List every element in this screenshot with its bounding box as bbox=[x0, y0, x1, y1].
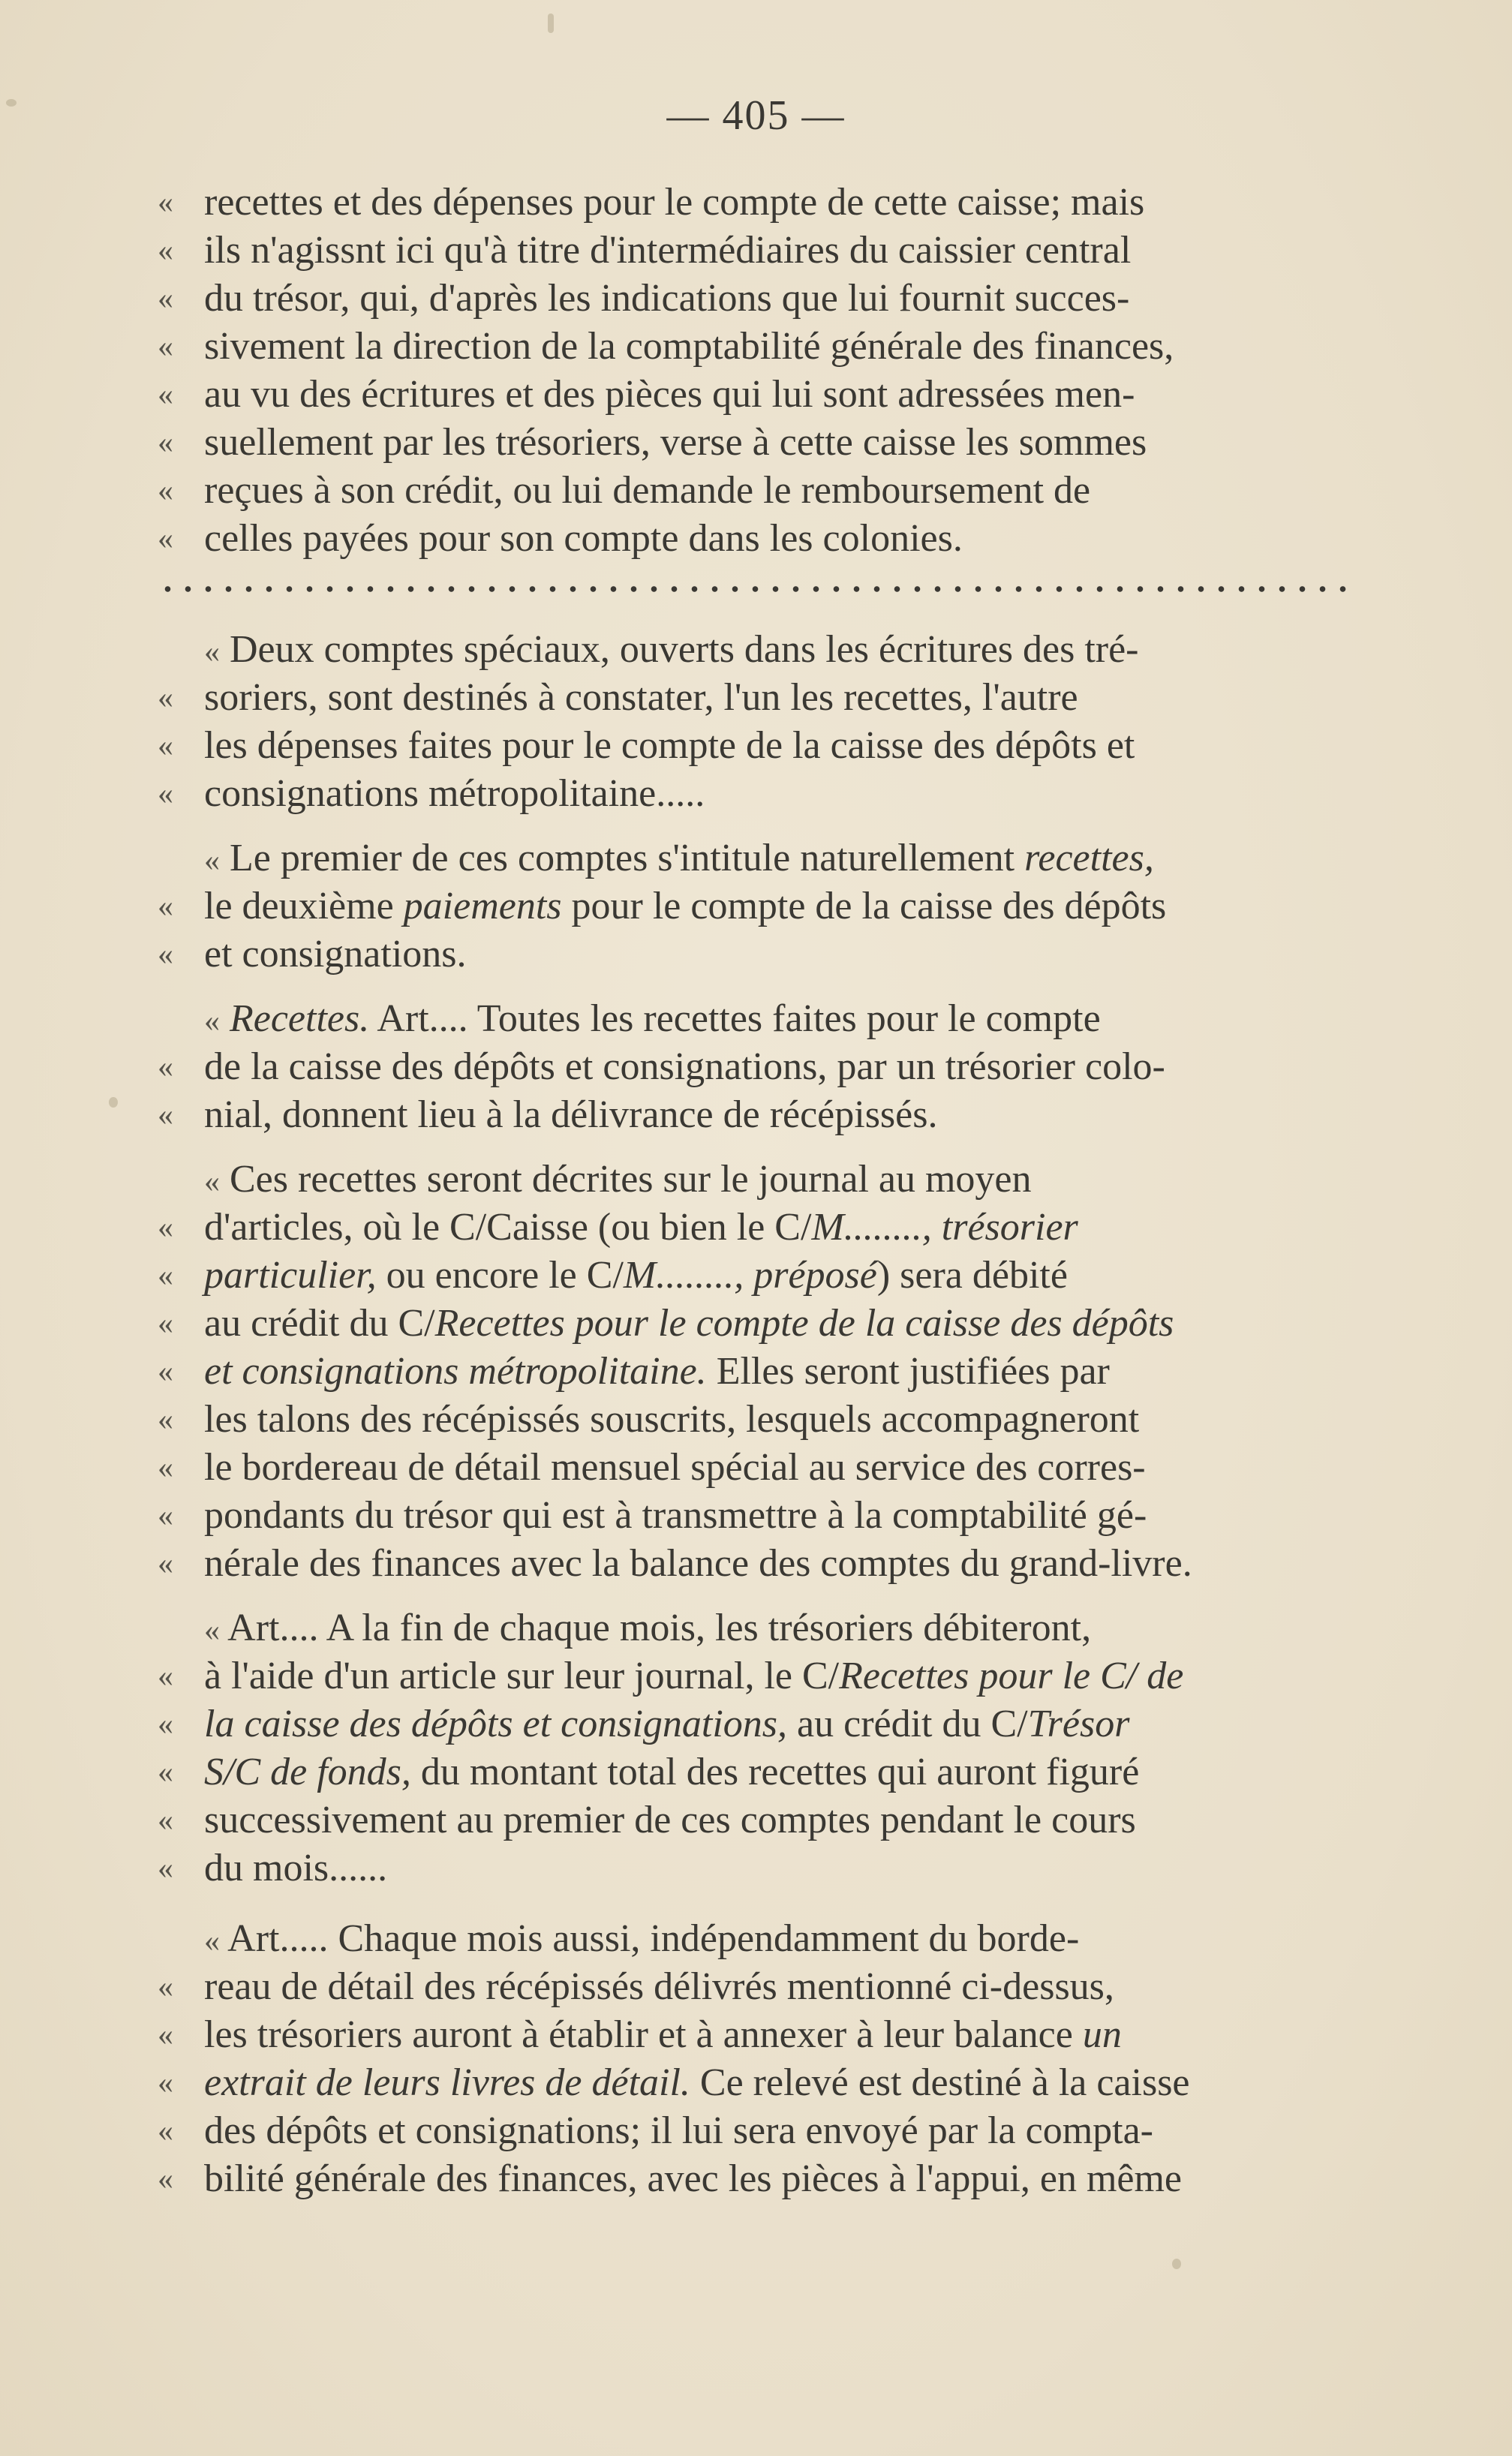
quote-mark: « bbox=[158, 1851, 173, 1886]
text-line: « les dépenses faites pour le compte de la caisse des dépôts et bbox=[158, 722, 1358, 770]
text-line: « ils n'agissnt ici qu'à titre d'intermédiaires du caissier central bbox=[158, 227, 1358, 275]
text-line: « suellement par les trésoriers, verse à cette caisse les sommes bbox=[158, 419, 1358, 467]
text-line: « les trésoriers auront à établir et à annexer à leur balance un bbox=[158, 2011, 1358, 2059]
quote-mark: « bbox=[158, 1306, 173, 1341]
quote-mark: « bbox=[158, 329, 173, 364]
text-line: « d'articles, où le C/Caisse (ou bien le C/M........, trésorier bbox=[158, 1204, 1358, 1252]
quote-mark: « bbox=[158, 889, 173, 924]
quote-mark: « bbox=[158, 233, 173, 268]
quote-mark: « bbox=[158, 522, 173, 556]
quote-mark: « bbox=[158, 1450, 173, 1485]
quote-mark: « bbox=[158, 1547, 173, 1581]
text-line: « et consignations. bbox=[158, 930, 1358, 978]
quote-mark: « bbox=[158, 377, 173, 412]
quote-mark: « bbox=[158, 2066, 173, 2100]
quote-mark: « bbox=[158, 473, 173, 508]
text-line: « soriers, sont destinés à constater, l'un les recettes, l'autre bbox=[158, 674, 1358, 722]
quote-mark: « bbox=[204, 1924, 220, 1958]
quote-mark: « bbox=[158, 1258, 173, 1293]
quote-mark: « bbox=[158, 1659, 173, 1694]
quote-mark: « bbox=[158, 681, 173, 715]
quote-mark: « bbox=[158, 1210, 173, 1245]
quote-mark: « bbox=[158, 1970, 173, 2004]
quote-mark: « bbox=[158, 2114, 173, 2148]
text-line: « le bordereau de détail mensuel spécial au service des corres- bbox=[158, 1444, 1358, 1492]
text-line: « S/C de fonds, du montant total des recettes qui auront figuré bbox=[158, 1748, 1358, 1796]
quote-mark: « bbox=[158, 937, 173, 972]
text-line: « de la caisse des dépôts et consignations, par un trésorier colo- bbox=[158, 1043, 1358, 1091]
text-line: « pondants du trésor qui est à transmettre à la comptabilité gé- bbox=[158, 1492, 1358, 1540]
text-line: « Recettes. Art.... Toutes les recettes faites pour le compte bbox=[204, 997, 1101, 1040]
page-number: — 405 — bbox=[666, 92, 846, 139]
text-line: « les talons des récépissés souscrits, lesquels accompagneront bbox=[158, 1396, 1358, 1444]
text-line: « celles payées pour son compte dans les colonies. bbox=[158, 515, 1358, 563]
text-line: « nérale des finances avec la balance des comptes du grand-livre. bbox=[158, 1540, 1358, 1588]
quote-mark: « bbox=[158, 1803, 173, 1838]
text-line: « particulier, ou encore le C/M........, préposé) sera débité bbox=[158, 1252, 1358, 1300]
text-line: « Le premier de ces comptes s'intitule naturellement recettes, bbox=[204, 837, 1154, 879]
quote-mark: « bbox=[158, 1707, 173, 1742]
quote-mark: « bbox=[158, 729, 173, 763]
text-line: « extrait de leurs livres de détail. Ce relevé est destiné à la caisse bbox=[158, 2059, 1358, 2107]
text-line: « successivement au premier de ces comptes pendant le cours bbox=[158, 1796, 1358, 1844]
text-line: « Art.... A la fin de chaque mois, les trésoriers débiteront, bbox=[204, 1607, 1092, 1649]
quote-mark: « bbox=[158, 185, 173, 220]
quote-mark: « bbox=[204, 1004, 220, 1039]
quote-mark: « bbox=[204, 1613, 220, 1648]
quote-mark: « bbox=[158, 425, 173, 460]
text-line: « reçues à son crédit, ou lui demande le remboursement de bbox=[158, 467, 1358, 515]
text-line: « et consignations métropolitaine. Elles seront justifiées par bbox=[158, 1348, 1358, 1396]
text-line: « Art..... Chaque mois aussi, indépendamment du borde- bbox=[204, 1917, 1080, 1960]
quote-mark: « bbox=[158, 281, 173, 316]
quote-mark: « bbox=[158, 1050, 173, 1084]
text-line: « le deuxième paiements pour le compte de la caisse des dépôts bbox=[158, 882, 1358, 930]
ellipsis-separator bbox=[158, 582, 1358, 597]
text-line: « nial, donnent lieu à la délivrance de récépissés. bbox=[158, 1091, 1358, 1139]
quote-mark: « bbox=[158, 1755, 173, 1790]
text-line: « au vu des écritures et des pièces qui lui sont adressées men- bbox=[158, 371, 1358, 419]
text-line: « du mois...... bbox=[158, 1844, 1358, 1892]
text-line: « du trésor, qui, d'après les indications que lui fournit succes- bbox=[158, 275, 1358, 323]
text-line: « à l'aide d'un article sur leur journal, le C/Recettes pour le C/ de bbox=[158, 1652, 1358, 1700]
quote-mark: « bbox=[158, 1402, 173, 1437]
quote-mark: « bbox=[158, 1499, 173, 1533]
text-line: « des dépôts et consignations; il lui sera envoyé par la compta- bbox=[158, 2107, 1358, 2155]
quote-mark: « bbox=[158, 1354, 173, 1389]
text-line: « sivement la direction de la comptabilité générale des finances, bbox=[158, 323, 1358, 371]
paper-spot bbox=[109, 1097, 118, 1108]
text-line: « Ces recettes seront décrites sur le journal au moyen bbox=[204, 1158, 1032, 1201]
quote-mark: « bbox=[204, 843, 220, 878]
paper-spot bbox=[6, 99, 17, 107]
quote-mark: « bbox=[158, 2162, 173, 2196]
quote-mark: « bbox=[204, 1165, 220, 1199]
text-line: « Deux comptes spéciaux, ouverts dans les écritures des tré- bbox=[204, 628, 1139, 671]
quote-mark: « bbox=[204, 635, 220, 669]
text-line: « recettes et des dépenses pour le compte de cette caisse; mais bbox=[158, 179, 1358, 227]
text-line: « au crédit du C/Recettes pour le compte de la caisse des dépôts bbox=[158, 1300, 1358, 1348]
text-line: « la caisse des dépôts et consignations, au crédit du C/Trésor bbox=[158, 1700, 1358, 1748]
quote-mark: « bbox=[158, 2018, 173, 2052]
text-line: « reau de détail des récépissés délivrés mentionné ci-dessus, bbox=[158, 1963, 1358, 2011]
quote-mark: « bbox=[158, 1098, 173, 1132]
text-line: « bilité générale des finances, avec les pièces à l'appui, en même bbox=[158, 2155, 1358, 2203]
text-line: « consignations métropolitaine..... bbox=[158, 770, 1358, 818]
paper-spot bbox=[548, 14, 554, 33]
quote-mark: « bbox=[158, 777, 173, 811]
paper-spot bbox=[1172, 2259, 1181, 2269]
